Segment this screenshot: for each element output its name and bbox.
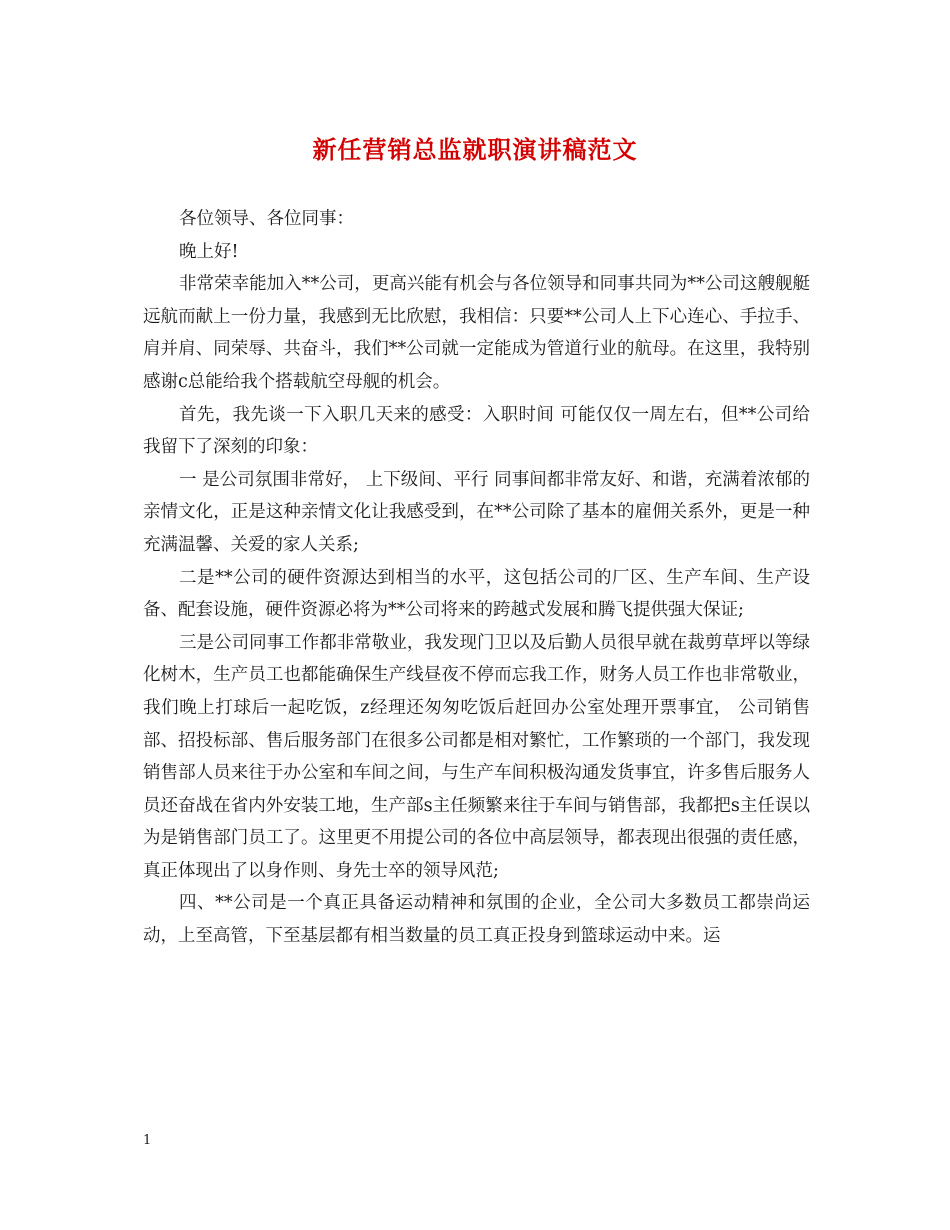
paragraph-point-two: 二是**公司的硬件资源达到相当的水平，这包括公司的厂区、生产车间、生产设备、配套设施，硬件资源必将为**公司将来的跨越式发展和腾飞提供强大保证; xyxy=(143,567,810,621)
document-title: 新任营销总监就职演讲稿范文 xyxy=(312,135,638,164)
paragraph-point-four: 四、**公司是一个真正具备运动精神和氛围的企业，全公司大多数员工都崇尚运动，上至高管，下至基层都有相当数量的员工真正投身到篮球运动中来。运 xyxy=(143,893,810,947)
paragraph-impressions: 首先，我先谈一下入职几天来的感受：入职时间 可能仅仅一周左右，但**公司给我留下了深刻的印象： xyxy=(143,404,810,458)
paragraph-intro: 非常荣幸能加入**公司，更高兴能有机会与各位领导和同事共同为**公司这艘舰艇远航而献上一份力量，我感到无比欣慰，我相信：只要**公司人上下心连心、手拉手、肩并肩、同荣辱、共奋斗，我们**公司就一定能成为管道行业的航母。在这里，我特别感谢c总能给我个搭载航空母舰的机会。 xyxy=(143,274,810,392)
paragraph-salutation: 各位领导、各位同事： xyxy=(179,209,354,229)
page-number: 1 xyxy=(143,1133,152,1148)
document-body xyxy=(143,203,810,953)
paragraph-greeting: 晚上好! xyxy=(179,241,239,262)
paragraph-point-three: 三是公司同事工作都非常敬业，我发现门卫以及后勤人员很早就在裁剪草坪以等绿化树木，生产员工也都能确保生产线昼夜不停而忘我工作，财务人员工作也非常敬业，我们晚上打球后一起吃饭，z经理还匆匆吃饭后赶回办公室处理开票事宜， 公司销售部、招投标部、售后服务部门在很多公司都是相对繁忙，工作繁琐的一个部门，我发现销售部人员来往于办公室和车间之间，与生产车间积极沟通发货事宜，许多售后服务人员还奋战在省内外安装工地，生产部s主任频繁来往于车间与销售部，我都把s主任误以为是销售部门员工了。这里更不用提公司的各位中高层领导，都表现出很强的责任感，真正体现出了以身作则、身先士卒的领导风范; xyxy=(143,632,810,881)
paragraph-point-one: 一 是公司氛围非常好， 上下级间、平行 同事间都非常友好、和谐，充满着浓郁的亲情文化，正是这种亲情文化让我感受到，在**公司除了基本的雇佣关系外，更是一种充满温馨、关爱的家人关系; xyxy=(143,469,810,555)
